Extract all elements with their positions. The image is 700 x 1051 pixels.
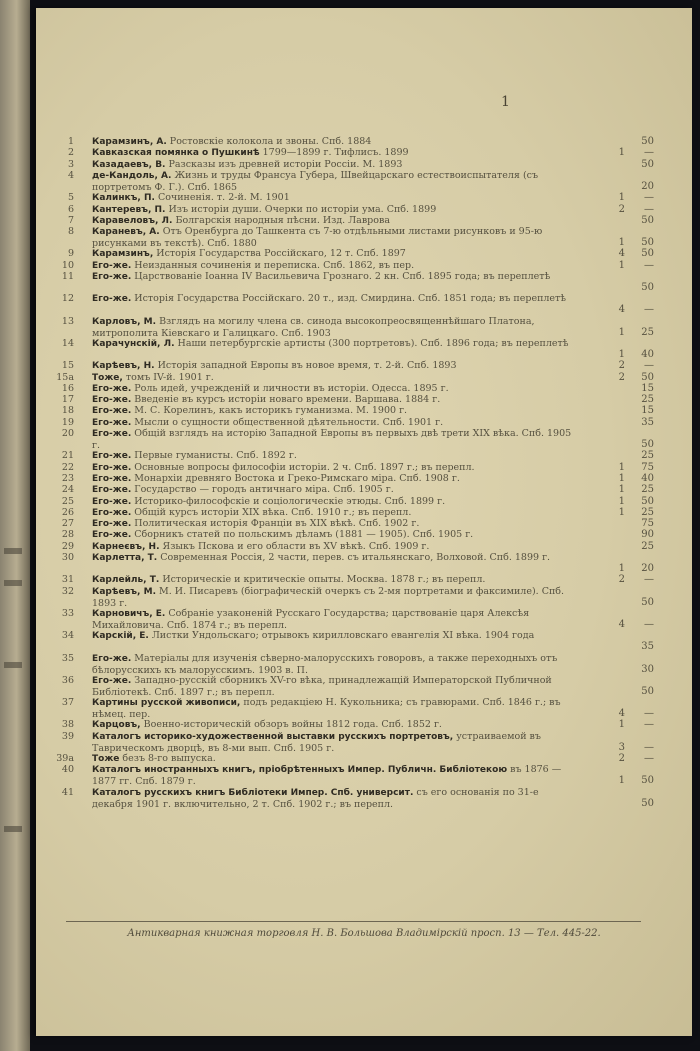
entry-title: Современная Россія, 2 части, перев. съ итальянскаго, Волховой. Спб. 1899 г.: [160, 552, 551, 563]
entry-description: [92, 226, 577, 248]
entry-author: Карамзинъ,: [92, 249, 154, 260]
price-kopecks: 75: [641, 461, 654, 473]
entry-title: Монархіи древняго Востока и Греко-Римскаго міра. Спб. 1908 г.: [134, 472, 460, 484]
price-rubles: 2: [618, 371, 625, 383]
price-rubles: 4: [618, 304, 625, 316]
price-kopecks: 40: [641, 348, 654, 360]
entry-description: [92, 552, 577, 574]
price-kopecks: 50: [641, 371, 654, 383]
entry-number: 14: [61, 337, 74, 349]
entry-description: [92, 753, 577, 764]
entry-number: 18: [61, 405, 74, 417]
price-rubles: 1: [618, 348, 625, 360]
entry-description: [92, 462, 577, 473]
entry-title: Языкъ Пскова и его области въ XV вѣкѣ. Спб. 1909 г.: [162, 540, 430, 552]
entry-title: Исторія западной Европы въ новое время, т. 2-й. Спб. 1893: [157, 360, 457, 372]
entry-author: Калинкъ, П.: [92, 193, 155, 204]
entry-author: Карскій, Е.: [92, 631, 149, 642]
left-page-mark: [4, 826, 22, 832]
price-kopecks: 35: [641, 416, 654, 428]
entry-number: 17: [61, 394, 74, 406]
entry-number: 11: [61, 271, 74, 282]
entry-title: Матеріалы для изученія сѣверно-малорусскихъ говоровъ, а также переходныхъ отъ бѣлорусскихъ къ малорусскимъ. 1903 в. П.: [92, 652, 558, 675]
entry-description: [92, 653, 577, 675]
entry-number: 13: [61, 315, 74, 327]
entry-number: 24: [61, 484, 74, 496]
entry-title: безъ 8-го выпуска.: [122, 753, 216, 764]
footer-text: Антикварная книжная торговля Н. В. Большова Владимірскій просп. 13 — Тел. 445-22.: [127, 928, 601, 939]
price-rubles: 1: [618, 237, 625, 249]
price-kopecks: 50: [641, 158, 654, 170]
entry-description: [92, 405, 577, 416]
entry-author: Карлейль, Т.: [92, 575, 160, 586]
entry-description: [92, 316, 577, 338]
entry-number: 21: [61, 450, 74, 462]
entry-number: 15а: [56, 371, 74, 383]
entry-number: 2: [67, 147, 74, 159]
entry-author: Карцовъ,: [92, 720, 141, 731]
price-rubles: 1: [618, 484, 625, 496]
entry-description: [92, 271, 577, 293]
entry-author: Его-же.: [92, 406, 132, 417]
price-kopecks: 30: [641, 663, 654, 675]
entry-title: подъ редакціею Н. Кукольника; съ гравюрами. Спб. 1846 г.; въ нѣмец. пер.: [92, 697, 561, 720]
price-kopecks: —: [644, 259, 654, 271]
price-kopecks: 50: [641, 439, 654, 450]
entry-title: Сборникъ статей по польскимъ дѣламъ (1881 — 1905). Спб. 1905 г.: [134, 529, 474, 541]
entry-number: 16: [61, 382, 74, 394]
entry-author: Карловъ, М.: [92, 316, 157, 327]
entry-description: [92, 450, 577, 461]
price-kopecks: —: [644, 192, 654, 204]
entry-description: [92, 147, 577, 158]
entry-number: 34: [61, 630, 74, 642]
entry-description: [92, 473, 577, 484]
price-kopecks: —: [644, 304, 654, 316]
entry-title: Царствованіе Іоанна IV Васильевича Грознаго. 2 кн. Спб. 1895 года; въ переплетѣ: [134, 271, 551, 282]
entry-author: Картины русской живописи,: [92, 698, 241, 709]
entry-title: Ростовскіе колокола и звоны. Спб. 1884: [169, 136, 372, 147]
entry-author: Тоже: [92, 754, 120, 764]
entry-title: М. И. Писаревъ (біографическій очеркъ съ 2-мя портретами и факсимиле). Спб. 1893 г.: [92, 585, 565, 608]
entry-title: Западно-русскій сборникъ XV-го вѣка, принадлежащій Императорской Публичной Библіотекѣ. Спб. 1897 г.; въ перепл.: [92, 674, 552, 697]
left-page-mark: [4, 548, 22, 554]
price-kopecks: 50: [641, 214, 654, 226]
entry-number: 1: [67, 136, 74, 147]
price-rubles: 4: [618, 248, 625, 260]
entry-title: Общій курсъ исторіи XIX вѣка. Спб. 1910 г.; въ перепл.: [134, 506, 412, 518]
price-kopecks: —: [644, 708, 654, 720]
price-rubles: 2: [618, 574, 625, 586]
price-kopecks: 25: [641, 506, 654, 518]
entry-title: Жизнь и труды Франсуа Губера, Швейцарскаго естествоиспытателя (съ портретомъ Ф. Г.). Спб. 1865: [92, 169, 539, 192]
price-rubles: 1: [618, 495, 625, 507]
price-kopecks: 25: [641, 450, 654, 462]
entry-description: [92, 428, 577, 450]
entry-description: [92, 586, 577, 608]
entry-description: [92, 136, 577, 147]
entry-title: Собраніе узаконеній Русскаго Государства; царствованіе царя Алексѣя Михайловича. Спб. 1874 г.; въ перепл.: [92, 607, 530, 630]
entry-number: 41: [61, 786, 74, 798]
entry-title: устраиваемой въ Таврическомъ дворцѣ, въ 8-ми вып. Спб. 1905 г.: [92, 730, 541, 753]
price-kopecks: 50: [641, 248, 654, 260]
entry-number: 40: [61, 764, 74, 776]
entry-title: Изъ исторіи души. Очерки по исторіи ума. Спб. 1899: [168, 203, 437, 215]
entry-description: [92, 394, 577, 405]
price-rubles: 4: [618, 618, 625, 630]
entry-author: Его-же.: [92, 653, 132, 664]
entry-description: [92, 372, 577, 383]
price-rubles: 1: [618, 775, 625, 787]
entry-description: [92, 764, 577, 786]
entry-description: [92, 507, 577, 518]
entry-description: [92, 338, 577, 360]
price-kopecks: 25: [641, 484, 654, 496]
price-kopecks: 50: [641, 282, 654, 293]
entry-description: [92, 719, 577, 730]
price-kopecks: 50: [641, 237, 654, 249]
left-page-mark: [4, 580, 22, 586]
entry-description: [92, 697, 577, 719]
price-kopecks: 20: [641, 563, 654, 574]
footer-rule: [66, 921, 641, 922]
entry-title: Историческіе и критическіе опыты. Москва. 1878 г.; въ перепл.: [162, 574, 486, 586]
entry-description: [92, 496, 577, 507]
entry-number: 15: [61, 360, 74, 372]
price-kopecks: —: [644, 147, 654, 159]
entry-author: Карѣевъ, М.: [92, 586, 156, 597]
price-kopecks: 50: [641, 596, 654, 608]
price-kopecks: 50: [641, 136, 654, 147]
entry-number: 39: [61, 730, 74, 742]
entry-number: 6: [67, 203, 74, 215]
price-kopecks: 20: [641, 180, 654, 192]
entry-title: съ его основанія по 31-е декабря 1901 г. включительно, 2 т. Спб. 1902 г.; въ перепл.: [92, 786, 539, 809]
price-rubles: 1: [618, 461, 625, 473]
entry-description: [92, 204, 577, 215]
entry-title: Военно-историческій обзоръ войны 1812 года. Спб. 1852 г.: [143, 719, 442, 731]
entry-title: Неизданныя сочиненія и переписка. Спб. 1862, въ пер.: [134, 259, 415, 271]
entry-description: [92, 383, 577, 394]
price-kopecks: 50: [641, 797, 654, 809]
entry-title: Наши петербургскіе артисты (300 портретовъ). Спб. 1896 года; въ переплетѣ: [177, 337, 569, 349]
entry-number: 9: [67, 248, 74, 260]
entry-number: 36: [61, 674, 74, 686]
entry-description: [92, 192, 577, 203]
entry-description: [92, 541, 577, 552]
entry-description: [92, 787, 577, 809]
entry-author: Его-же.: [92, 294, 132, 305]
entry-title: въ 1876 — 1877 гг. Спб. 1879 г.: [92, 764, 562, 787]
entry-number: 27: [61, 518, 74, 530]
entry-title: томъ IV-й. 1901 г.: [125, 371, 214, 383]
entry-title: Общій взглядъ на исторію Западной Европы въ первыхъ двѣ трети XIX вѣка. Спб. 1905 г.: [92, 428, 572, 450]
entry-title: Взглядъ на могилу члена св. синода высокопреосвященнѣйшаго Платона, митрополита Кіевскаго и Галицкаго. Спб. 1903: [92, 315, 535, 338]
entry-description: [92, 608, 577, 630]
price-kopecks: 15: [641, 382, 654, 394]
entry-author: Его-же.: [92, 462, 132, 473]
price-kopecks: 50: [641, 495, 654, 507]
entry-number: 26: [61, 506, 74, 518]
entry-description: [92, 675, 577, 697]
price-kopecks: —: [644, 719, 654, 731]
entry-title: Первые гуманисты. Спб. 1892 г.: [134, 450, 297, 462]
price-kopecks: —: [644, 741, 654, 753]
entry-number: 29: [61, 540, 74, 552]
entry-title: Сочиненія. т. 2-й. М. 1901: [157, 192, 290, 204]
entry-number: 19: [61, 416, 74, 428]
entry-number: 25: [61, 495, 74, 507]
entry-number: 3: [67, 158, 74, 170]
entry-title: Основные вопросы философіи исторіи. 2 ч. Спб. 1897 г.; въ перепл.: [134, 461, 475, 473]
entry-number: 5: [67, 192, 74, 204]
entry-title: Разсказы изъ древней исторіи Россіи. М. 1893: [168, 158, 403, 170]
entry-author: Его-же.: [92, 519, 132, 530]
entry-author: Его-же.: [92, 496, 132, 507]
entry-title: Листки Ундольскаго; отрывокъ кирилловскаго евангелія XI вѣка. 1904 года: [151, 630, 535, 642]
entry-title: 1799—1899 г. Тифлисъ. 1899: [262, 147, 409, 159]
entry-description: [92, 731, 577, 753]
entry-author: Каталогъ историко-художественной выставки русскихъ портретовъ,: [92, 731, 454, 742]
entry-author: Карлетта, Т.: [92, 553, 158, 563]
price-kopecks: —: [644, 360, 654, 372]
entry-author: Его-же.: [92, 417, 132, 428]
entry-number: 32: [61, 585, 74, 597]
price-rubles: 1: [618, 259, 625, 271]
entry-number: 20: [61, 428, 74, 439]
entry-author: Карѣевъ, Н.: [92, 361, 155, 372]
price-rubles: 1: [618, 472, 625, 484]
page-number: 1: [501, 94, 510, 110]
entry-title: Введеніе въ курсъ исторіи новаго времени. Варшава. 1884 г.: [134, 394, 441, 406]
entry-author: Тоже,: [92, 372, 123, 383]
entry-author: Его-же.: [92, 451, 132, 462]
entry-number: 39а: [56, 753, 74, 764]
entry-title: Исторія Государства Россійскаго. 20 т., изд. Смирдина. Спб. 1851 года; въ переплетѣ: [134, 293, 567, 305]
entry-number: 12: [61, 293, 74, 305]
entry-description: [92, 360, 577, 371]
price-kopecks: —: [644, 574, 654, 586]
price-rubles: 1: [618, 192, 625, 204]
entry-title: Отъ Оренбурга до Ташкента съ 7-ю отдѣльными листами рисунковъ и 95-ю рисунками въ текстѣ). Спб. 1880: [92, 226, 543, 249]
price-rubles: 1: [618, 147, 625, 159]
entry-description: [92, 529, 577, 540]
entry-title: Мысли о сущности общественной дѣятельности. Спб. 1901 г.: [134, 416, 444, 428]
entry-title: Исторія Государства Россійскаго, 12 т. Спб. 1897: [156, 248, 406, 260]
entry-title: Государство — городъ античнаго міра. Спб. 1905 г.: [134, 484, 394, 496]
entry-author: Карамзинъ, А.: [92, 137, 167, 147]
entry-title: Болгарскія народныя пѣсни. Изд. Лаврова: [175, 214, 390, 226]
entry-author: Его-же.: [92, 675, 132, 686]
price-kopecks: 90: [641, 529, 654, 541]
entry-number: 10: [61, 259, 74, 271]
entry-number: 23: [61, 472, 74, 484]
price-kopecks: 50: [641, 775, 654, 787]
entry-author: Его-же.: [92, 395, 132, 406]
left-page-edge: [0, 0, 30, 1051]
entry-author: Его-же.: [92, 530, 132, 541]
price-kopecks: 25: [641, 394, 654, 406]
price-rubles: 4: [618, 708, 625, 720]
entry-author: Его-же.: [92, 272, 132, 282]
entry-number: 33: [61, 607, 74, 619]
price-kopecks: 25: [641, 540, 654, 552]
entry-author: Казадаевъ, В.: [92, 159, 166, 170]
entry-author: Кавказская помянка о Пушкинѣ: [92, 148, 260, 159]
entry-author: Караневъ, А.: [92, 227, 160, 238]
entry-author: де-Кандоль, А.: [92, 170, 172, 181]
price-kopecks: 50: [641, 685, 654, 697]
price-rubles: 2: [618, 360, 625, 372]
entry-description: [92, 417, 577, 428]
entry-description: [92, 293, 577, 315]
entry-description: [92, 215, 577, 226]
entry-title: М. С. Корелинъ, какъ историкъ гуманизма. М. 1900 г.: [134, 405, 408, 417]
price-rubles: 2: [618, 203, 625, 215]
price-kopecks: —: [644, 203, 654, 215]
price-kopecks: 35: [641, 641, 654, 653]
entry-number: 37: [61, 697, 74, 709]
entry-number: 22: [61, 461, 74, 473]
entry-author: Его-же.: [92, 507, 132, 518]
entry-description: [92, 518, 577, 529]
entry-description: [92, 574, 577, 585]
entry-title: Роль идей, учрежденій и личности въ исторіи. Одесса. 1895 г.: [134, 382, 449, 394]
price-rubles: 3: [618, 741, 625, 753]
price-rubles: 1: [618, 326, 625, 338]
entry-number: 8: [67, 226, 74, 238]
entry-author: Его-же.: [92, 473, 132, 484]
price-rubles: 1: [618, 563, 625, 574]
entry-number: 4: [67, 169, 74, 181]
price-rubles: 1: [618, 719, 625, 731]
entry-description: [92, 484, 577, 495]
entry-number: 28: [61, 529, 74, 541]
price-kopecks: 40: [641, 472, 654, 484]
price-kopecks: 25: [641, 326, 654, 338]
entry-author: Его-же.: [92, 485, 132, 496]
entry-author: Кантеревъ, П.: [92, 204, 166, 215]
entry-author: Его-же.: [92, 383, 132, 394]
left-page-mark: [4, 662, 22, 668]
price-rubles: 2: [618, 753, 625, 764]
entry-description: [92, 260, 577, 271]
entry-author: Карновичъ, Е.: [92, 608, 166, 619]
catalog-page: [36, 8, 692, 1036]
entry-number: 38: [61, 719, 74, 731]
entry-number: 30: [61, 552, 74, 563]
entry-description: [92, 630, 577, 652]
entry-author: Карнеєвъ, Н.: [92, 541, 160, 552]
entry-description: [92, 248, 577, 259]
price-kopecks: 15: [641, 405, 654, 417]
entry-title: Политическая исторія Франціи въ XIX вѣкѣ. Спб. 1902 г.: [134, 518, 420, 530]
entry-author: Каталогъ иностранныхъ книгъ, пріобрѣтенныхъ Импер. Публичн. Библіотекою: [92, 765, 508, 776]
entry-author: Каравеловъ, Л.: [92, 215, 173, 226]
entry-author: Его-же.: [92, 260, 132, 271]
entry-author: Каталогъ русскихъ книгъ Библіотеки Импер. Спб. университ.: [92, 787, 414, 798]
price-kopecks: —: [644, 618, 654, 630]
entry-number: 31: [61, 574, 74, 586]
entry-description: [92, 170, 577, 192]
entry-author: Карачунскій, Л.: [92, 338, 175, 349]
price-kopecks: 75: [641, 518, 654, 530]
entry-number: 7: [67, 214, 74, 226]
entry-description: [92, 159, 577, 170]
entry-author: Его-же.: [92, 429, 132, 439]
entry-number: 35: [61, 652, 74, 664]
price-kopecks: —: [644, 753, 654, 764]
entry-title: Историко-философскіе и соціологическіе этюды. Спб. 1899 г.: [134, 495, 446, 507]
price-rubles: 1: [618, 506, 625, 518]
